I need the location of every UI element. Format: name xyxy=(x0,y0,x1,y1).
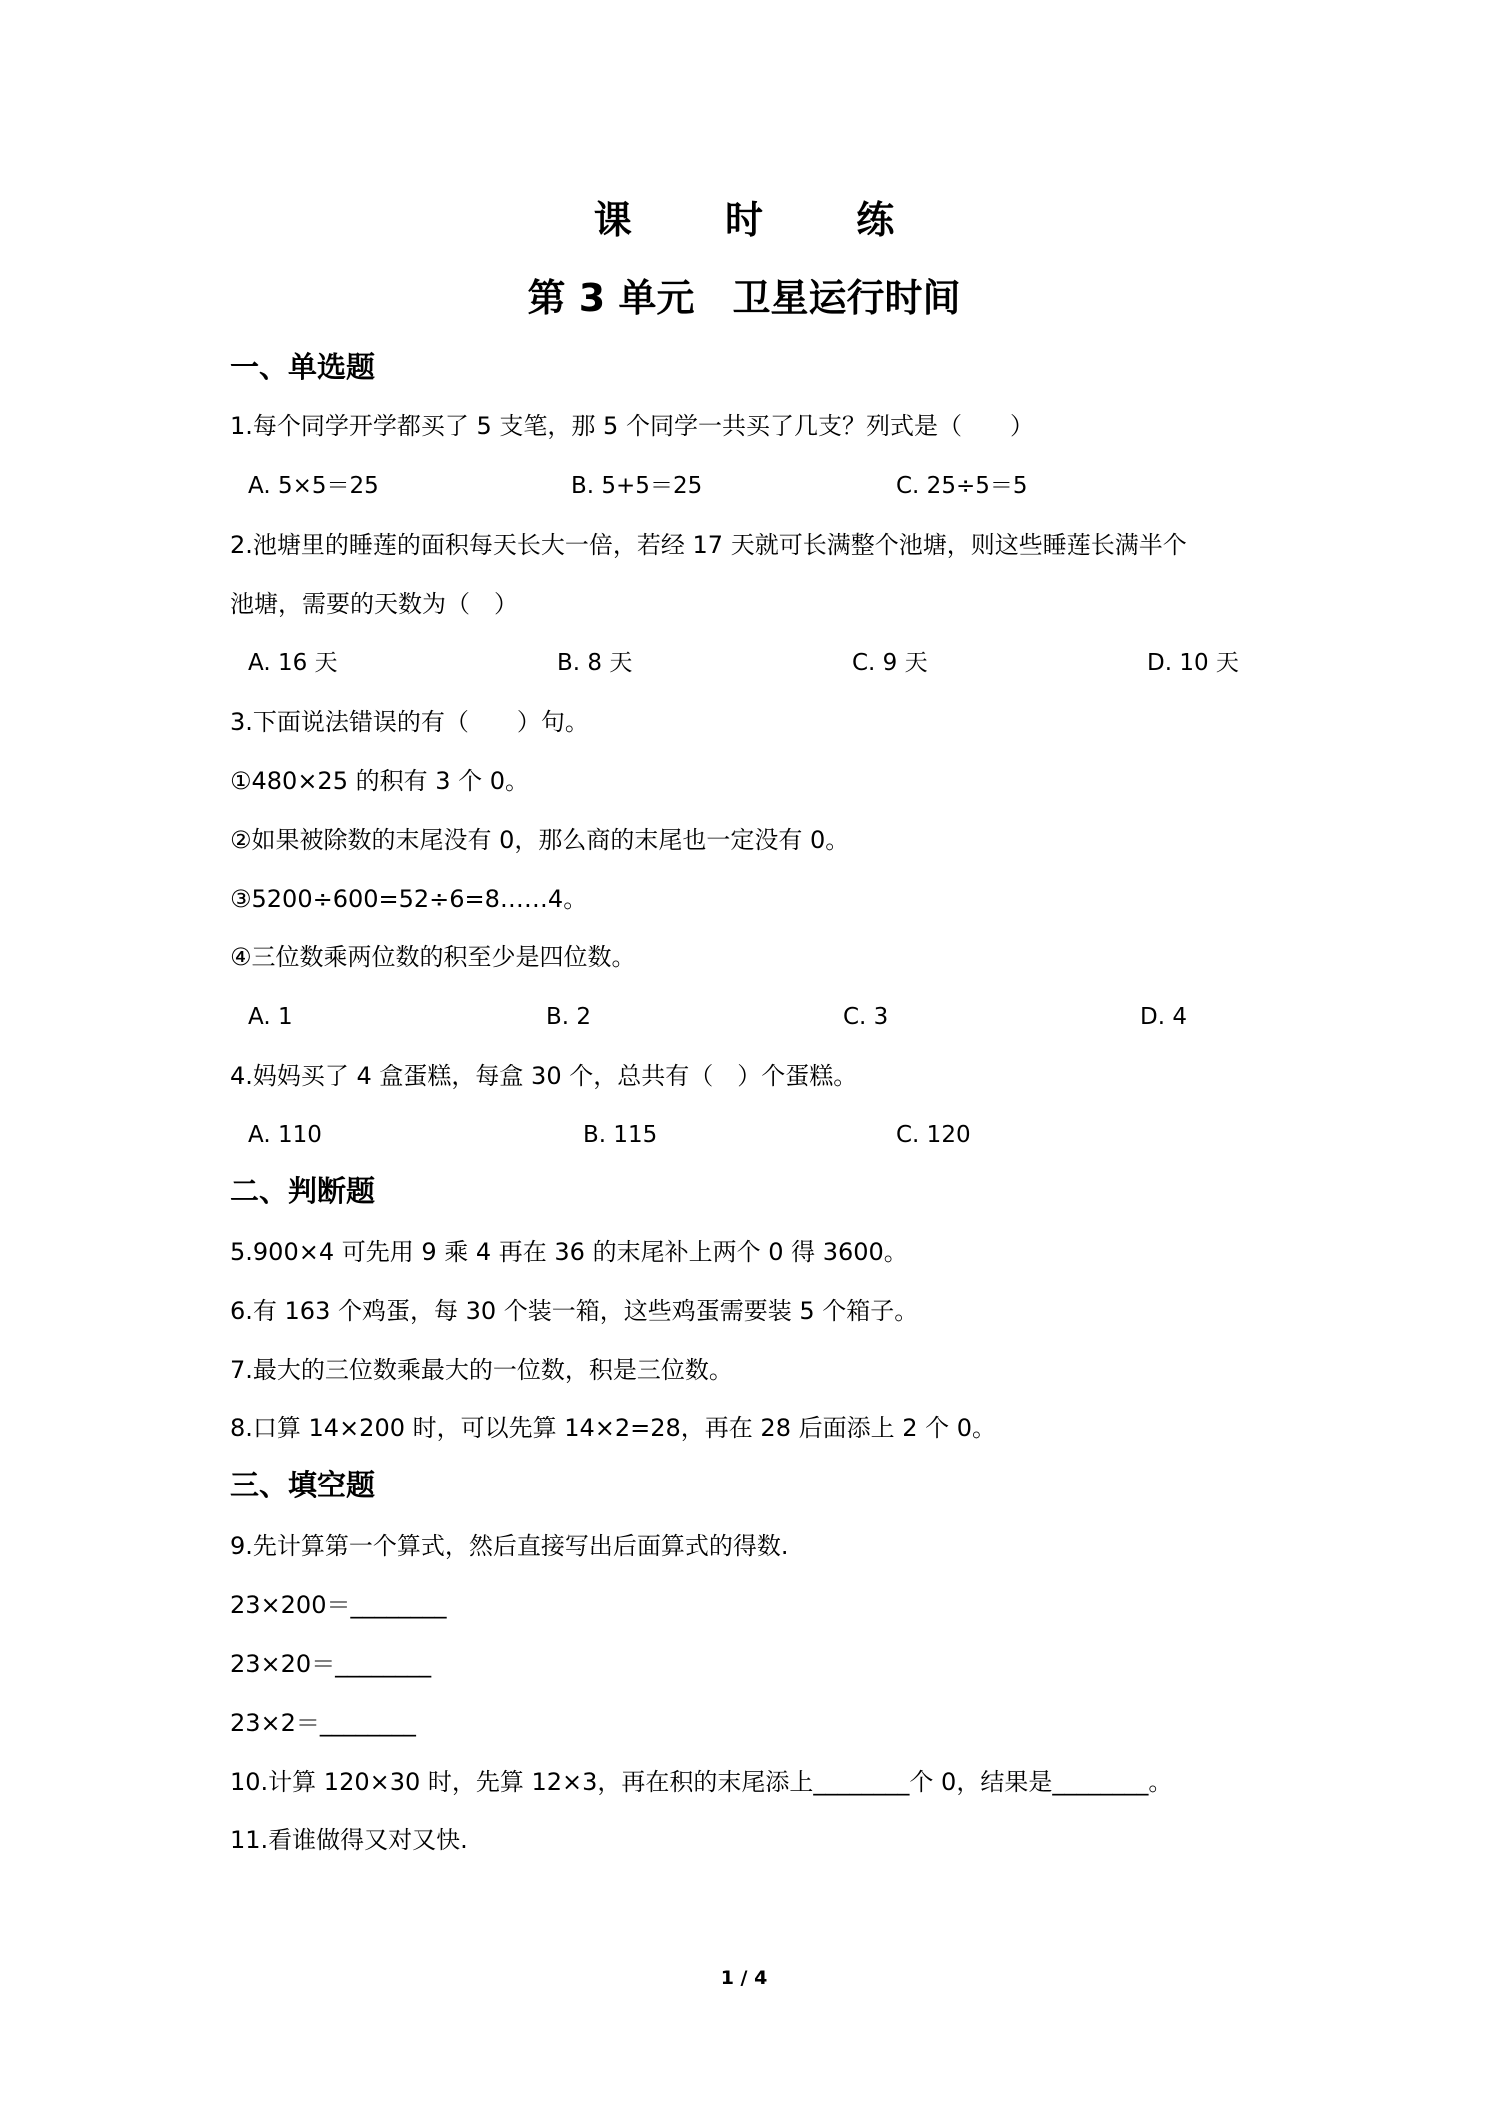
question-3-statement-2: ②如果被除数的末尾没有 0，那么商的末尾也一定没有 0。 xyxy=(230,826,850,854)
question-4-option-b: B. 115 xyxy=(583,1122,658,1148)
question-11-text: 11.看谁做得又对又快. xyxy=(230,1826,468,1854)
question-4-text: 4.妈妈买了 4 盒蛋糕，每盒 30 个，总共有（ ）个蛋糕。 xyxy=(230,1062,858,1090)
section-heading-true-false: 二、判断题 xyxy=(230,1174,376,1208)
question-2-option-c: C. 9 天 xyxy=(852,650,928,676)
question-6-text: 6.有 163 个鸡蛋，每 30 个装一箱，这些鸡蛋需要装 5 个箱子。 xyxy=(230,1297,919,1325)
question-4-option-c: C. 120 xyxy=(896,1122,971,1148)
question-3-text: 3.下面说法错误的有（ ）句。 xyxy=(230,708,589,736)
question-2-option-d: D. 10 天 xyxy=(1147,650,1239,676)
question-1-option-c: C. 25÷5＝5 xyxy=(896,473,1028,499)
question-3-option-c: C. 3 xyxy=(843,1004,889,1030)
question-3-statement-4: ④三位数乘两位数的积至少是四位数。 xyxy=(230,943,636,971)
question-2-text-line2: 池塘，需要的天数为（ ） xyxy=(230,590,518,618)
question-9-line-1: 23×200＝________ xyxy=(230,1591,447,1619)
question-9-line-2: 23×20＝________ xyxy=(230,1650,432,1678)
question-7-text: 7.最大的三位数乘最大的一位数，积是三位数。 xyxy=(230,1356,733,1384)
question-3-statement-3: ③5200÷600=52÷6=8……4。 xyxy=(230,885,588,913)
page-title: 课 时 练 xyxy=(593,198,935,242)
question-3-option-d: D. 4 xyxy=(1140,1004,1187,1030)
question-4-option-a: A. 110 xyxy=(248,1122,322,1148)
question-8-text: 8.口算 14×200 时，可以先算 14×2=28，再在 28 后面添上 2 个 0。 xyxy=(230,1414,997,1442)
section-heading-fill-blank: 三、填空题 xyxy=(230,1468,376,1502)
question-2-text-line1: 2.池塘里的睡莲的面积每天长大一倍，若经 17 天就可长满整个池塘，则这些睡莲长满半个 xyxy=(230,531,1187,559)
question-2-option-b: B. 8 天 xyxy=(557,650,633,676)
question-9-line-3: 23×2＝________ xyxy=(230,1709,416,1737)
question-9-text: 9.先计算第一个算式，然后直接写出后面算式的得数. xyxy=(230,1532,789,1560)
question-3-option-b: B. 2 xyxy=(546,1004,592,1030)
question-3-statement-1: ①480×25 的积有 3 个 0。 xyxy=(230,767,530,795)
question-2-option-a: A. 16 天 xyxy=(248,650,338,676)
question-5-text: 5.900×4 可先用 9 乘 4 再在 36 的末尾补上两个 0 得 3600。 xyxy=(230,1238,908,1266)
section-heading-single-choice: 一、单选题 xyxy=(230,350,376,384)
unit-subtitle: 第 3 单元 卫星运行时间 xyxy=(527,276,961,320)
question-1-option-b: B. 5+5＝25 xyxy=(571,473,703,499)
question-10-text: 10.计算 120×30 时，先算 12×3，再在积的末尾添上________个 0，结果是________。 xyxy=(230,1768,1173,1796)
question-1-text: 1.每个同学开学都买了 5 支笔，那 5 个同学一共买了几支？列式是（ ） xyxy=(230,412,1034,440)
question-3-option-a: A. 1 xyxy=(248,1004,293,1030)
page-number: 1 / 4 xyxy=(720,1967,768,1989)
question-1-option-a: A. 5×5＝25 xyxy=(248,473,379,499)
